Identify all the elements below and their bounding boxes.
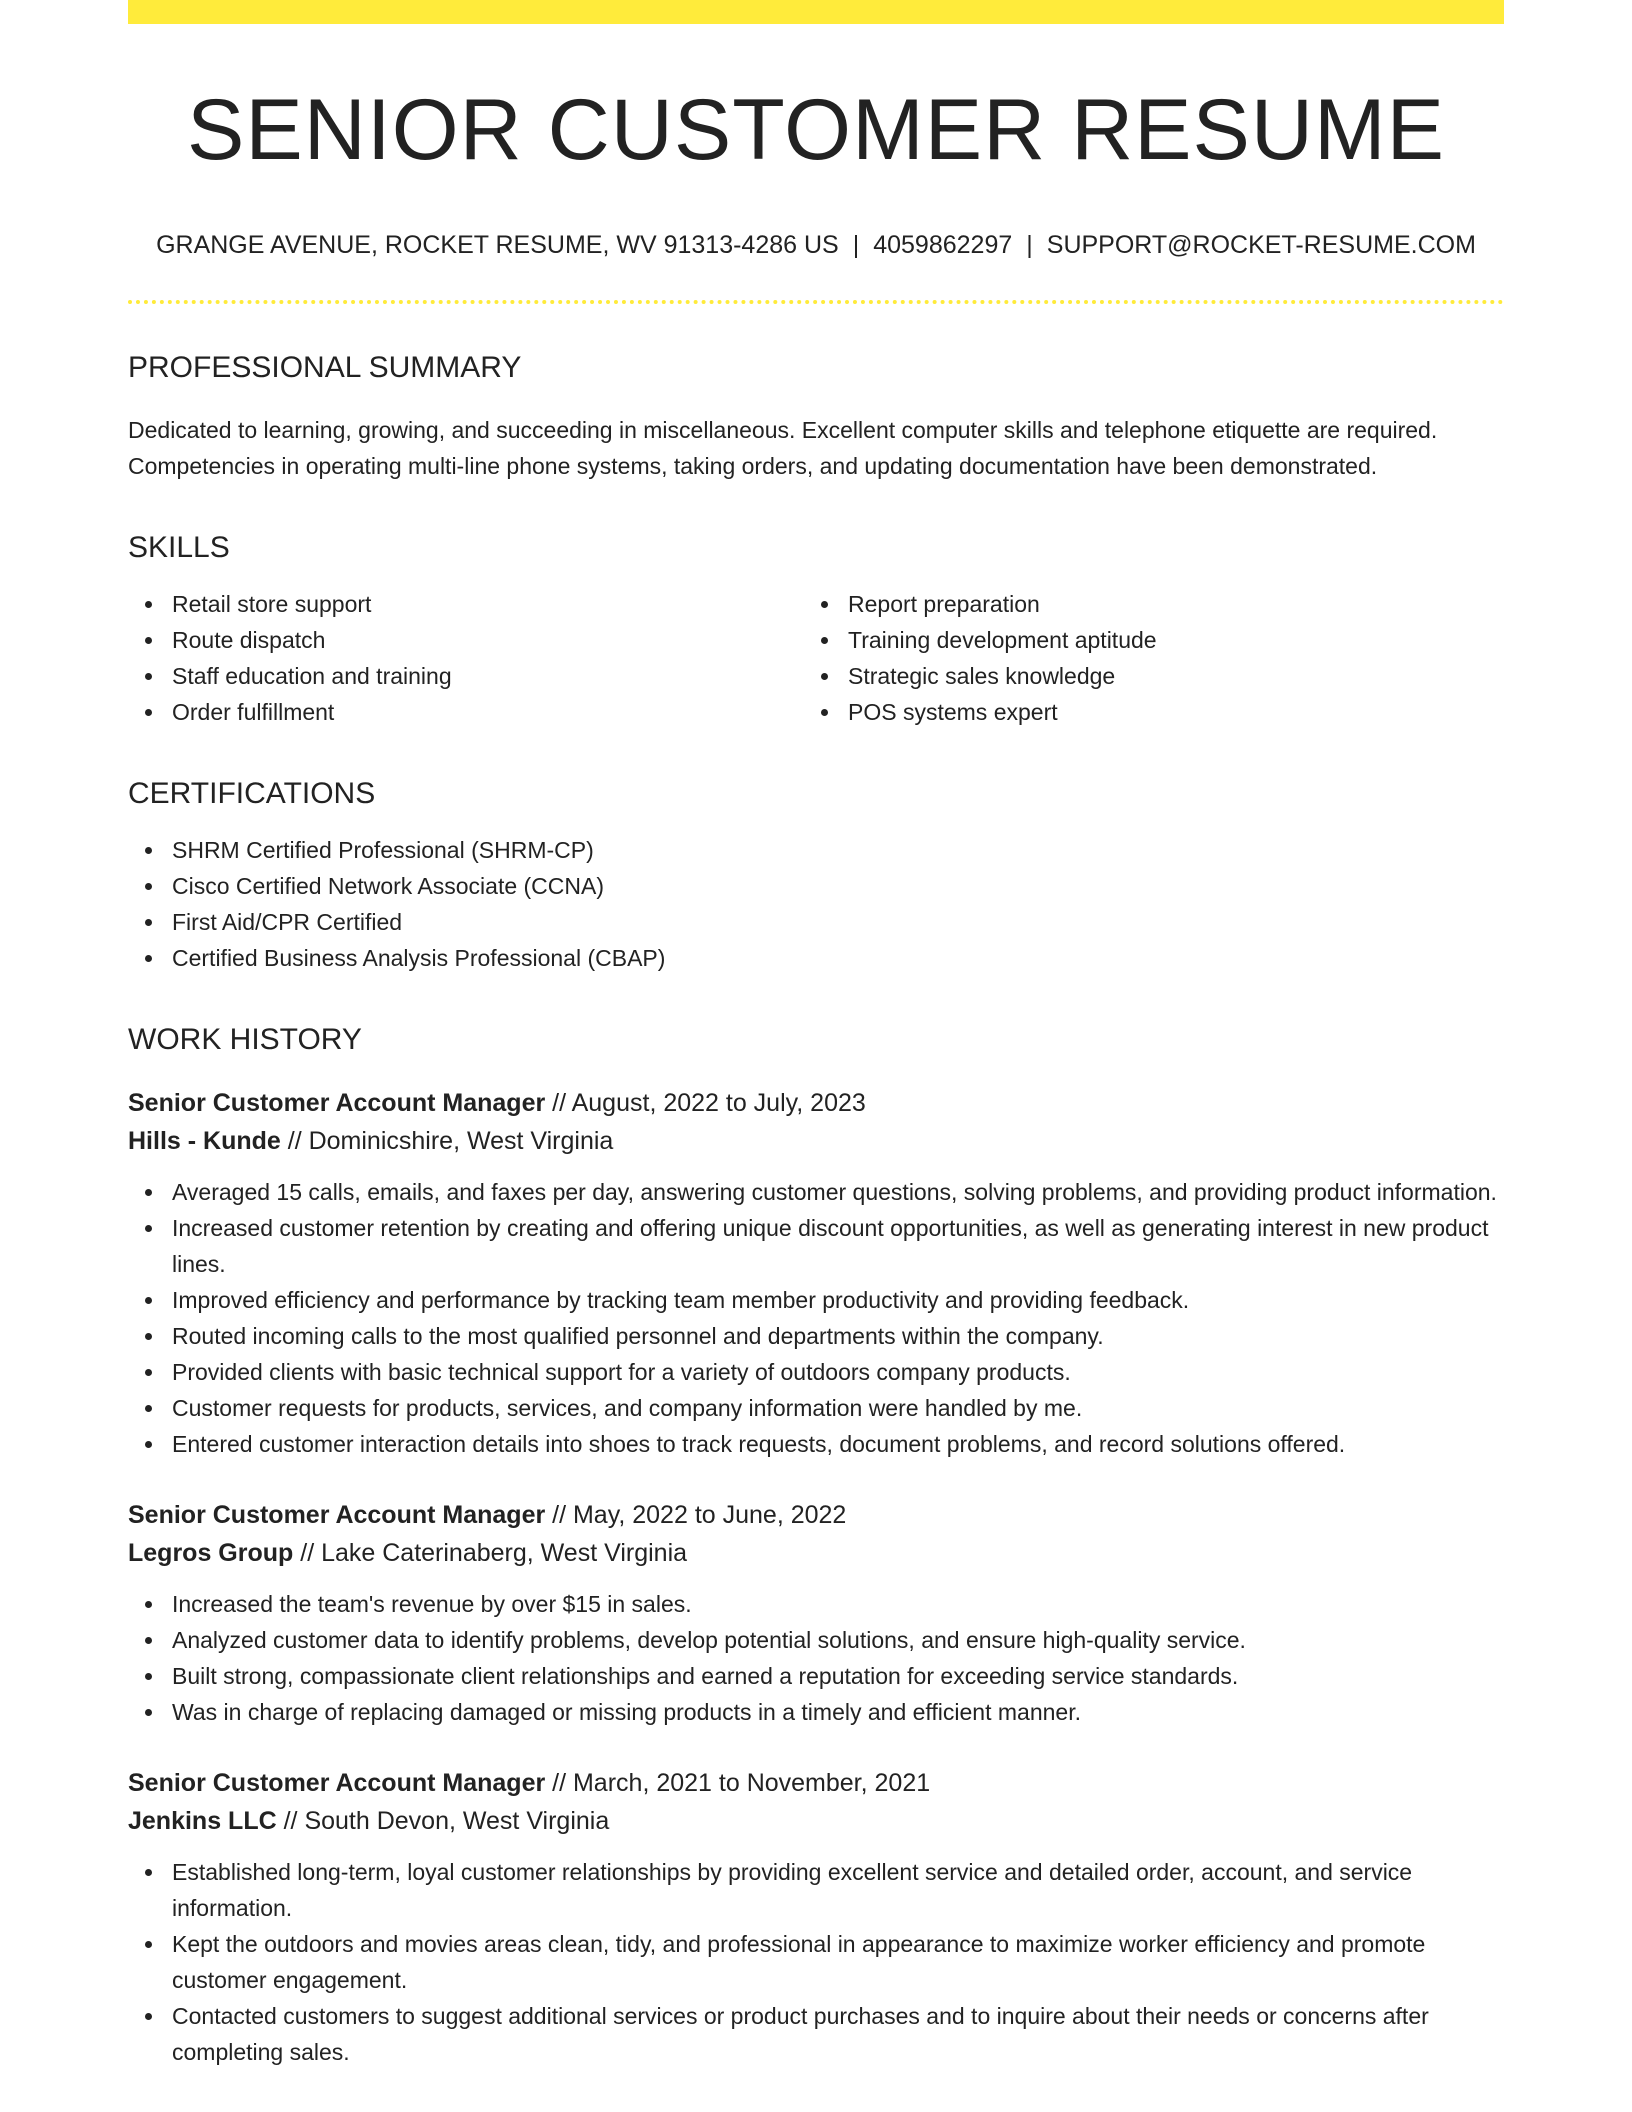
resume-content (128, 0, 1504, 2070)
job-location: // Dominicshire, West Virginia (280, 1127, 614, 1155)
skills-list-left (128, 586, 806, 730)
job-bullet: Averaged 15 calls, emails, and faxes per day, answering customer questions, solving problems, and providing product information. (172, 1174, 1504, 1210)
job-title-line (128, 1764, 1504, 1802)
summary-heading: PROFESSIONAL SUMMARY (128, 351, 522, 384)
job-company: Jenkins LLC (128, 1807, 277, 1835)
certification-item: SHRM Certified Professional (SHRM-CP) (172, 832, 1504, 868)
job-dates: // May, 2022 to June, 2022 (545, 1501, 847, 1529)
skill-item: Training development aptitude (848, 622, 1488, 658)
certifications-heading: CERTIFICATIONS (128, 777, 376, 810)
job-title-line (128, 1084, 1504, 1122)
job-entry (128, 1496, 1504, 1730)
job-company: Hills - Kunde (128, 1127, 281, 1155)
skills-heading: SKILLS (128, 531, 230, 564)
skill-item: POS systems expert (848, 694, 1488, 730)
certifications-list (128, 832, 1504, 976)
certification-item: First Aid/CPR Certified (172, 904, 1504, 940)
job-title: Senior Customer Account Manager (128, 1089, 546, 1117)
job-bullet: Increased customer retention by creating and offering unique discount opportunities, as well as generating interest in new product lines. (172, 1210, 1504, 1282)
contact-line (128, 230, 1504, 260)
job-title: Senior Customer Account Manager (128, 1769, 546, 1797)
skills-list-right (806, 586, 1488, 730)
contact-separator: | (852, 231, 860, 259)
contact-phone: 4059862297 (873, 231, 1013, 259)
job-bullet: Entered customer interaction details into shoes to track requests, document problems, and record solutions offered. (172, 1426, 1504, 1462)
skill-item: Retail store support (172, 586, 806, 622)
job-dates: // March, 2021 to November, 2021 (545, 1769, 931, 1797)
job-dates: // August, 2022 to July, 2023 (545, 1089, 866, 1117)
job-bullet: Was in charge of replacing damaged or missing products in a timely and efficient manner. (172, 1694, 1504, 1730)
skill-item: Strategic sales knowledge (848, 658, 1488, 694)
certification-item: Cisco Certified Network Associate (CCNA) (172, 868, 1504, 904)
job-bullet: Analyzed customer data to identify problems, develop potential solutions, and ensure high-quality service. (172, 1622, 1504, 1658)
job-entry (128, 1764, 1504, 2070)
job-bullets (128, 1586, 1504, 1730)
contact-separator: | (1026, 231, 1033, 259)
skill-item: Report preparation (848, 586, 1488, 622)
job-bullet: Provided clients with basic technical support for a variety of outdoors company products. (172, 1354, 1504, 1390)
skill-item: Staff education and training (172, 658, 806, 694)
job-company-line (128, 1122, 1504, 1160)
contact-email: SUPPORT@ROCKET-RESUME.COM (1046, 231, 1476, 259)
skill-item: Order fulfillment (172, 694, 806, 730)
resume-title: SENIOR CUSTOMER RESUME (187, 82, 1445, 178)
contact-address: GRANGE AVENUE, ROCKET RESUME, WV 91313-4286 US (156, 231, 839, 259)
job-bullet: Routed incoming calls to the most qualified personnel and departments within the company. (172, 1318, 1504, 1354)
job-entry (128, 1084, 1504, 1462)
skills-grid (128, 586, 1504, 730)
job-bullet: Built strong, compassionate client relationships and earned a reputation for exceeding service standards. (172, 1658, 1504, 1694)
job-location: // Lake Caterinaberg, West Virginia (293, 1539, 688, 1567)
skill-item: Route dispatch (172, 622, 806, 658)
work-history-heading: WORK HISTORY (128, 1023, 362, 1056)
summary-text: Dedicated to learning, growing, and succeeding in miscellaneous. Excellent computer skills and telephone etiquette are required. Competencies in operating multi-line phone systems, taking orders, and updating documentation have been demonstrated. (128, 417, 1438, 479)
job-bullet: Increased the team's revenue by over $15 in sales. (172, 1586, 1504, 1622)
job-title-line (128, 1496, 1504, 1534)
job-bullet: Contacted customers to suggest additional services or product purchases and to inquire about their needs or concerns after completing sales. (172, 1998, 1504, 2070)
job-bullet: Improved efficiency and performance by tracking team member productivity and providing feedback. (172, 1282, 1504, 1318)
dotted-divider (128, 300, 1504, 304)
job-bullet: Established long-term, loyal customer relationships by providing excellent service and detailed order, account, and service information. (172, 1854, 1504, 1926)
job-company: Legros Group (128, 1539, 294, 1567)
job-company-line (128, 1802, 1504, 1840)
certification-item: Certified Business Analysis Professional (CBAP) (172, 940, 1504, 976)
job-bullet: Kept the outdoors and movies areas clean, tidy, and professional in appearance to maximize worker efficiency and promote customer engagement. (172, 1926, 1504, 1998)
job-bullet: Customer requests for products, services, and company information were handled by me. (172, 1390, 1504, 1426)
job-title: Senior Customer Account Manager (128, 1501, 546, 1529)
job-bullets (128, 1174, 1504, 1462)
job-location: // South Devon, West Virginia (276, 1807, 610, 1835)
job-bullets (128, 1854, 1504, 2070)
job-company-line (128, 1534, 1504, 1572)
